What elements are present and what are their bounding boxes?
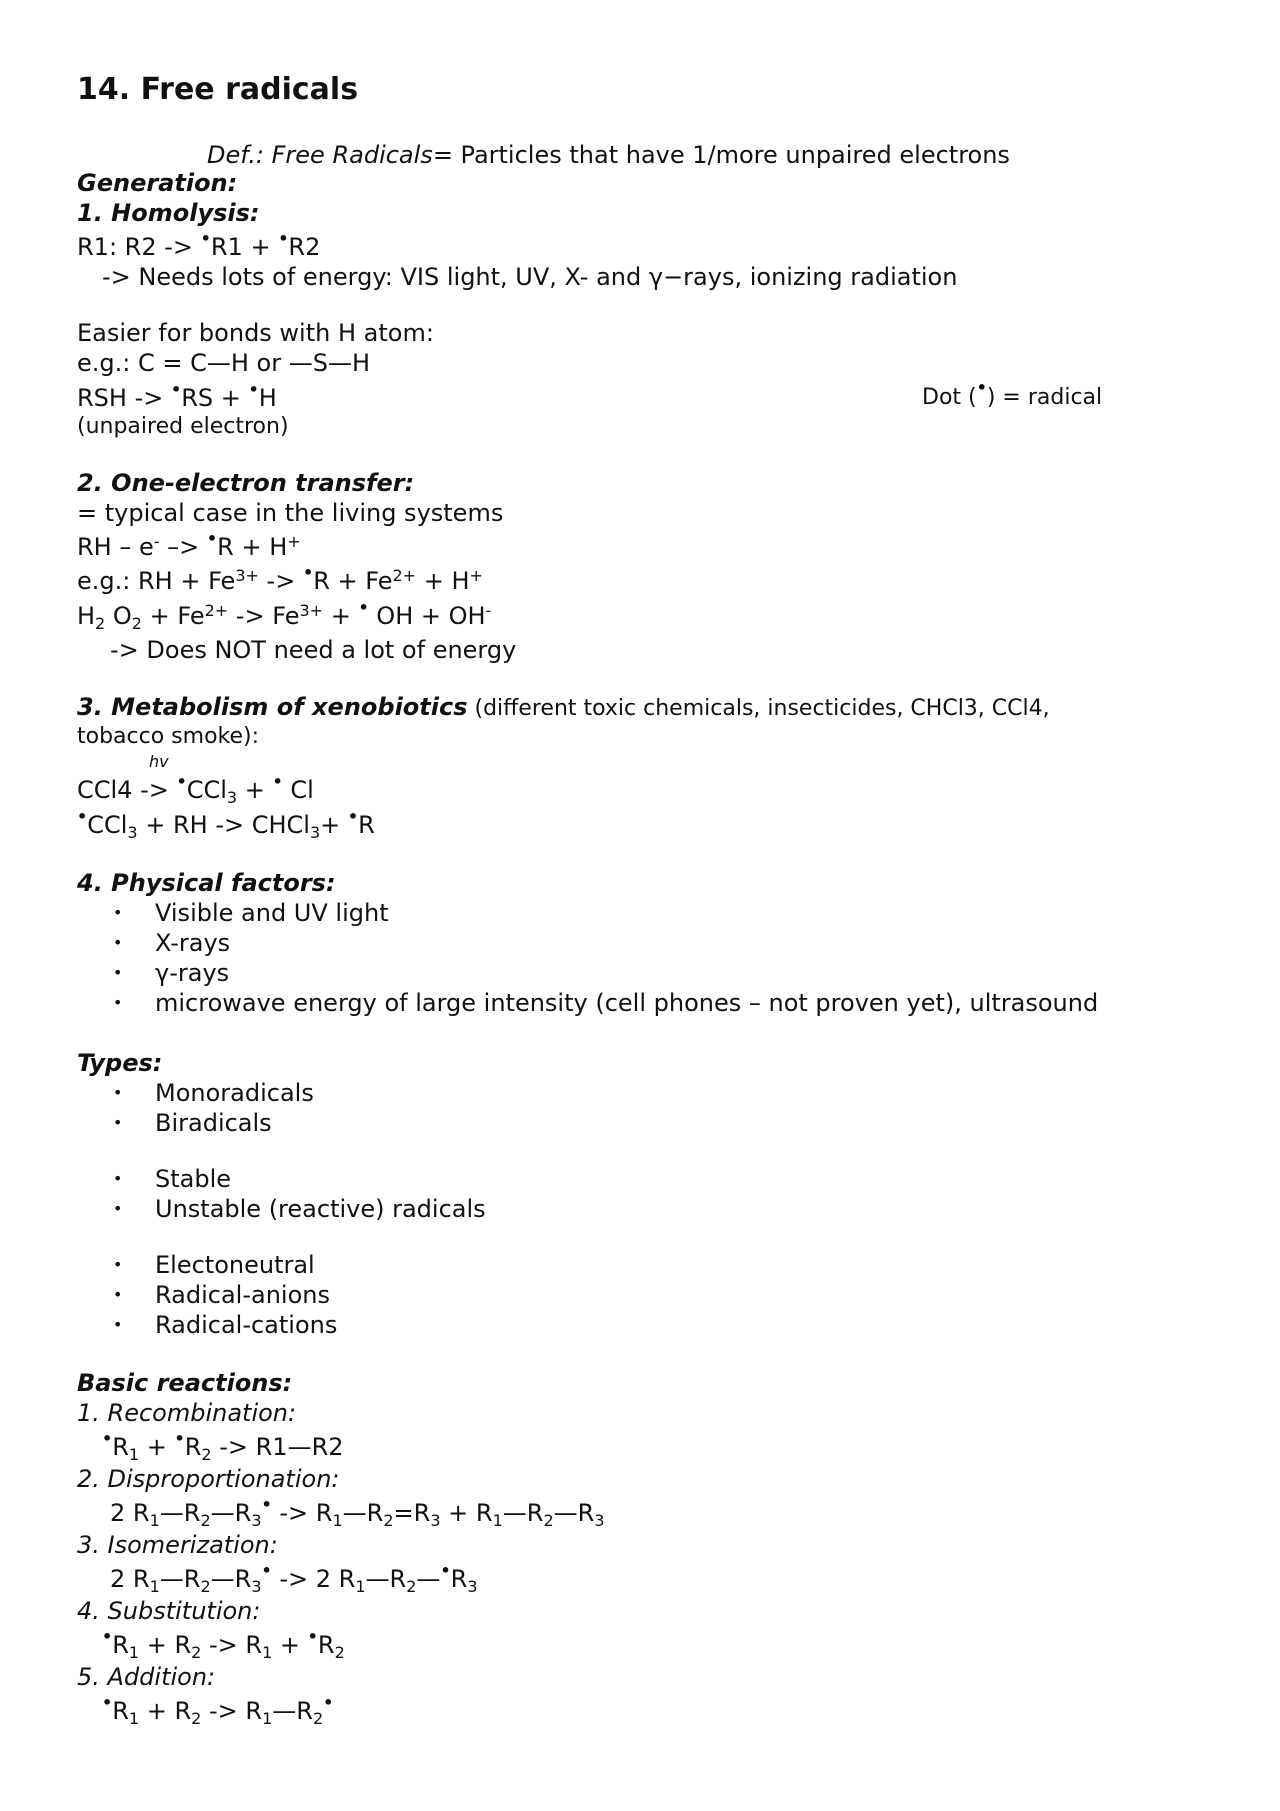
rsh-equation: RSH -> •RS + •H <box>77 380 277 412</box>
disproportionation-label: 2. Disproportionation: <box>77 1465 340 1493</box>
substitution-label: 4. Substitution: <box>77 1597 261 1625</box>
substitution-equation: $^•R_1 + R_2 -> R_1 + ^•R_2$ <box>102 1627 345 1662</box>
transfer-typical: = typical case in the living systems <box>77 499 504 527</box>
definition-text: = Particles that have 1/more unpaired electrons <box>432 141 1010 169</box>
recombination-equation: $^•R_1 + ^•R_2$ -> R1—R2 <box>102 1429 344 1464</box>
isomerization-label: 3. Isomerization: <box>77 1531 278 1559</box>
definition-term: Def.: Free Radicals <box>207 141 433 169</box>
unpaired-electron-note: (unpaired electron) <box>77 414 289 439</box>
homolysis-heading: 1. Homolysis: <box>77 199 260 227</box>
bond-example: e.g.: C = C—H or —S—H <box>77 349 370 377</box>
homolysis-energy-note: -> Needs lots of energy: VIS light, UV, X- and γ−rays, ionizing radiation <box>102 263 958 291</box>
dot-radical-note: Dot (•) = radical <box>922 378 1103 410</box>
xenobiotics-equation-2: •CCl$_3$ + RH -> CHCl$_3$+ •R <box>77 807 375 842</box>
types-heading: Types: <box>77 1049 163 1077</box>
disproportionation-equation: 2 $R_1—R_2—R_3^•$ -> $R_1—R_2=R_3$ + $R_1—R_2—R_3$ <box>110 1495 605 1530</box>
transfer-equation-1: RH – e- –> •R + H+ <box>77 529 301 561</box>
addition-equation: $^•R_1 + R_2$ -> $R_1—R_2^•$ <box>102 1693 334 1728</box>
hv-label: hv <box>149 752 169 771</box>
page-title: 14. Free radicals <box>77 72 359 107</box>
homolysis-equation: R1: R2 -> •R1 + •R2 <box>77 229 321 261</box>
generation-heading: Generation: <box>77 169 238 197</box>
xenobiotics-equation-1: CCl4 -> •CCl$_3$ + • Cl <box>77 772 314 807</box>
xenobiotics-detail: tobacco smoke): <box>77 724 260 749</box>
easier-note: Easier for bonds with H atom: <box>77 319 434 347</box>
recombination-label: 1. Recombination: <box>77 1399 297 1427</box>
definition <box>207 140 1010 170</box>
reactions-heading: Basic reactions: <box>77 1369 293 1397</box>
transfer-heading: 2. One-electron transfer: <box>77 469 415 497</box>
transfer-energy-note: -> Does NOT need a lot of energy <box>110 636 517 664</box>
isomerization-equation: 2 $R_1—R_2—R_3^• -> 2$ $R_1—R_2—^•R_3$ <box>110 1561 478 1596</box>
physical-factors-heading: 4. Physical factors: <box>77 869 336 897</box>
transfer-equation-2: e.g.: RH + $Fe^{3+} -> ^•R + Fe^{2+} + H^+$ <box>77 563 483 595</box>
addition-label: 5. Addition: <box>77 1663 216 1691</box>
transfer-equation-3: $H_2$ $O_2 + Fe^{2+} -> Fe^{3+} + ^•$ OH + OH- <box>77 598 492 633</box>
xenobiotics-line: 3. Metabolism of xenobiotics (different toxic chemicals, insecticides, CHCl3, CCl4, <box>77 693 1050 721</box>
xenobiotics-heading: 3. Metabolism of xenobiotics <box>77 693 468 721</box>
